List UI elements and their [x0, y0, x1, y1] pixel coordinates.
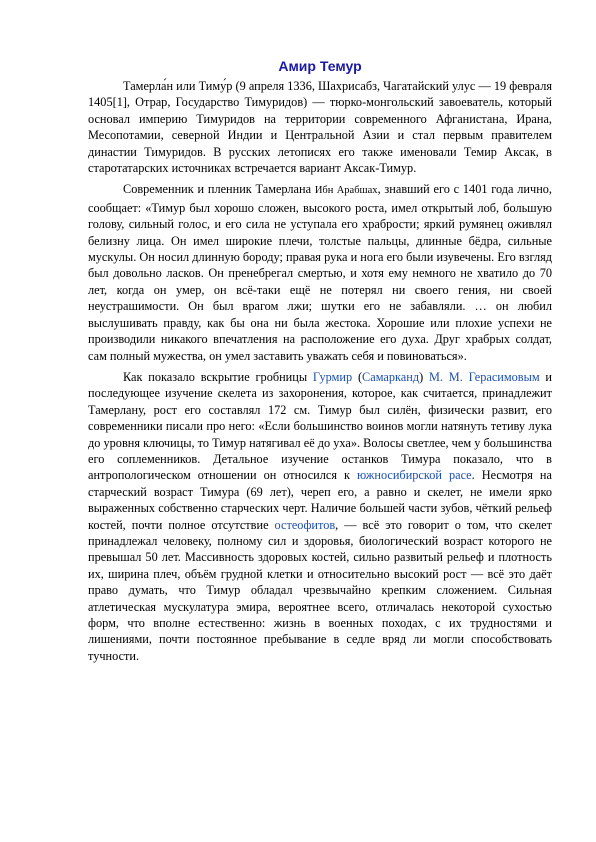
- link-osteophytes[interactable]: остеофитов: [274, 517, 336, 532]
- paragraph-text: и последующее изучение скелета из захоронения, которое, как считается, принадлежит Тамерлану, рост его составлял 172 см. Тимур был силён, физически развит, его современники писали про него: «Если большинство воинов могли натянуть тетиву лука до уровня ключицы, то Тимур натягивал её до уха». Волосы светлее, чем у большинства его соплеменников. Детальное изучение останков Тимура показало, что в антропологическом отношении он относился к: [88, 369, 553, 483]
- paragraph-text: . Несмотря на старческий возраст Тимура (69 лет), череп его, а равно и скелет, не имели ярко выраженных собственно старческих черт. Наличие большей части зубов, чёткий рельеф костей, почти полное отсутствие: [88, 468, 552, 532]
- link-south-siberian-race[interactable]: южносибирской расе: [356, 468, 472, 483]
- link-samarkand[interactable]: Самарканд: [362, 369, 420, 384]
- document-page: [88, 57, 552, 669]
- paragraph-text: Как показало вскрытие гробницы: [123, 369, 313, 384]
- paragraph-autopsy: [88, 369, 552, 664]
- paragraph-text: , знавший его с 1401 года лично, сообщает: «Тимур был хорошо сложен, высокого роста, имел открытый лоб, большую голову, сильный голос, и его сила не уступала его храбрости; яркий румянец оживлял белизну лица. Он имел широкие плечи, толстые пальцы, длинные бёдра, сильные мускулы. Он носил длинную бороду; правая рука и нога его были изувечены. Его взгляд был довольно ласков. Он пренебрегал смертью, и хотя ему немного не хватило до 70 лет, когда он умер, он всё-таки ещё не потерял ни своего гения, ни своей неустрашимости. Он был врагом лжи; шутки его не забавляли. … он любил выслушивать правду, как бы она ни была жестока. Хорошие или плохие успехи не производили никакого впечатления на расположение его духа. Друг храбрых солдат, сам полный мужества, он умел заставить уважать себя и повиноваться».: [88, 182, 552, 363]
- paragraph-text: , — всё это говорит о том, что скелет принадлежал человеку, полному сил и здоровья, биологический возраст которого не превышал 50 лет. Массивность здоровых костей, сильно развитый рельеф и плотность их, ширина плеч, объём грудной клетки и относительно высокий рост — всё это даёт право думать, что Тимур обладал чрезвычайно крепким сложением. Сильная атлетическая мускулатура эмира, вероятнее всего, отличалась некоторой сухостью форм, что вполне естественно: жизнь в военных походах, с их трудностями и лишениями, почти постоянное пребывание в седле вряд ли могли способствовать тучности.: [88, 517, 552, 663]
- paragraph-intro: Тамерла́н или Тиму́р (9 апреля 1336, Шахрисабз, Чагатайский улус — 19 февраля 1405[1], Отрар, Государство Тимуридов) — тюрко-монгольский завоеватель, который основал империю Тимуридов на территории современного Афганистана, Ирана, Месопотамии, северной Индии и Центральной Азии и стал первым правителем династии Тимуридов. В русских летописях его также именовали Темир Аксак, в старотатарских источниках встречается вариант Аксак-Тимур.: [88, 79, 552, 176]
- link-gur-emir[interactable]: Гурмир: [312, 369, 353, 384]
- link-gerasimov[interactable]: М. М. Герасимовым: [429, 369, 540, 384]
- paragraph-description: [88, 181, 552, 363]
- author-name: Ибн Арабшах: [314, 185, 378, 197]
- paragraph-text: (: [352, 369, 363, 384]
- paragraph-text: ): [419, 369, 429, 384]
- paragraph-text: Современник и пленник Тамерлана: [123, 182, 315, 197]
- page-title: Амир Темур: [278, 58, 362, 74]
